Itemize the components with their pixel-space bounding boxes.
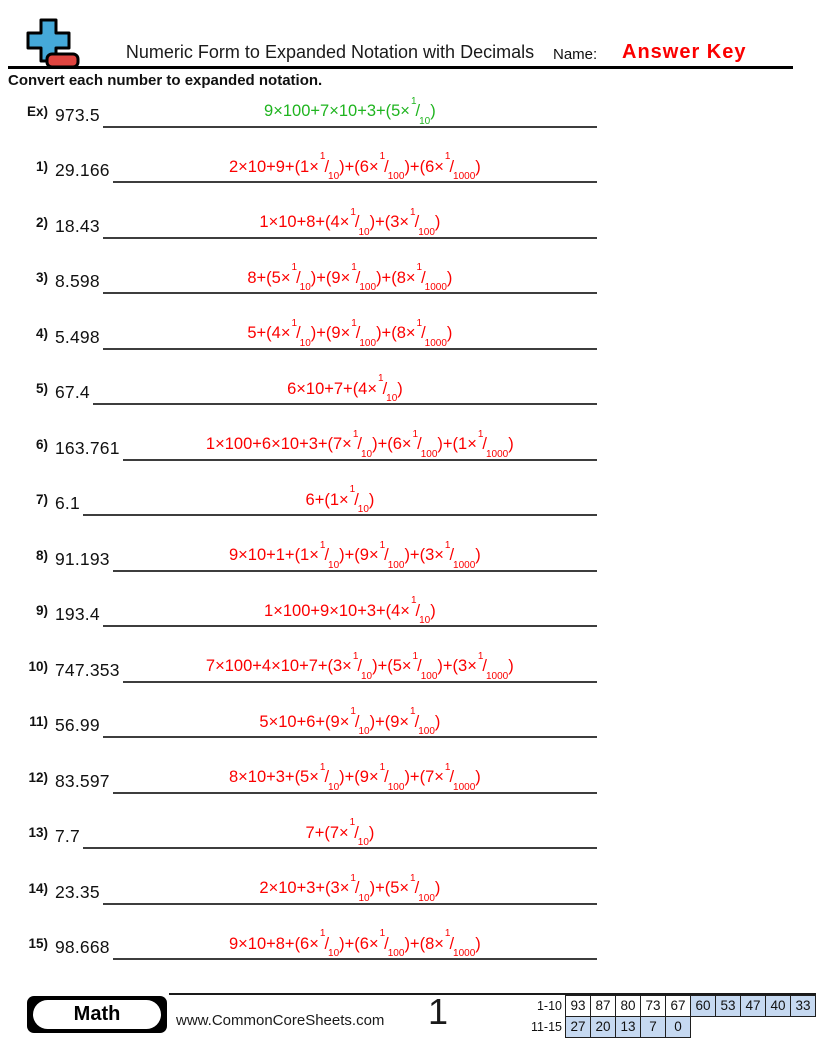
problem-label: 1) bbox=[35, 159, 48, 174]
problem-label: 10) bbox=[28, 658, 48, 674]
website-url: www.CommonCoreSheets.com bbox=[176, 1012, 385, 1029]
problem-answer: $9\times 10+1+(1\times^1/_{10})+(9\times^1/_{100})+(3\times^1/_{1000})$ bbox=[228, 539, 481, 571]
header-divider bbox=[8, 66, 793, 69]
problem-row bbox=[0, 516, 597, 572]
answer-blank bbox=[113, 928, 597, 960]
problem-number: 193.4 bbox=[55, 604, 100, 624]
name-label: Name: bbox=[553, 46, 598, 63]
answer-blank bbox=[83, 817, 597, 849]
problem-number: 56.99 bbox=[55, 715, 100, 735]
problem-answer: $9\times 10+8+(6\times^1/_{10})+(6\times^1/_{100})+(8\times^1/_{1000})$ bbox=[228, 928, 481, 959]
problem-row bbox=[0, 683, 597, 739]
problem-row bbox=[0, 294, 597, 350]
problem-label: 13) bbox=[28, 825, 48, 840]
problem-answer: $7\times 100+4\times 10+7+(3\times^1/_{10})+(5\times^1/_{100})+(3\times^1/_{1000})$ bbox=[205, 650, 514, 682]
problem-number: 5.498 bbox=[55, 326, 100, 347]
score-cell: 87 bbox=[590, 995, 616, 1017]
problem-label: 14) bbox=[28, 880, 48, 896]
score-grid-row-1-cells bbox=[566, 995, 816, 1017]
answer-blank bbox=[93, 373, 597, 405]
score-cell: 27 bbox=[565, 1016, 591, 1038]
score-cell: 7 bbox=[640, 1016, 666, 1038]
answer-blank bbox=[103, 595, 597, 627]
answer-blank bbox=[103, 206, 597, 239]
problem-answer: $1\times 100+6\times 10+3+(7\times^1/_{10})+(6\times^1/_{100})+(1\times^1/_{1000})$ bbox=[205, 428, 514, 460]
score-cell: 40 bbox=[765, 995, 791, 1017]
problem-number: 91.193 bbox=[55, 548, 110, 569]
problem-label: 5) bbox=[35, 381, 48, 396]
problem-label: 7) bbox=[35, 492, 48, 507]
problem-row bbox=[0, 794, 597, 850]
score-cell: 20 bbox=[590, 1016, 616, 1038]
problem-row bbox=[0, 350, 597, 406]
problem-answer: $1\times 10+8+(4\times^1/_{10})+(3\times^1/_{100})$ bbox=[259, 206, 441, 238]
problem-answer: $7+(7\times^1/_{10})$ bbox=[305, 817, 375, 848]
problem-row bbox=[0, 849, 597, 905]
problem-answer: $1\times 100+9\times 10+3+(4\times^1/_{10})$ bbox=[264, 595, 436, 626]
answer-blank bbox=[113, 539, 597, 572]
problem-label: 15) bbox=[28, 936, 48, 951]
answer-blank bbox=[113, 761, 597, 794]
score-grid-row-1-label: 1-10 bbox=[536, 999, 562, 1013]
score-grid bbox=[524, 995, 816, 1038]
problem-number: 6.1 bbox=[55, 493, 80, 513]
answer-blank bbox=[103, 872, 597, 905]
score-cell: 47 bbox=[740, 995, 766, 1017]
problem-answer: $8+(5\times^1/_{10})+(9\times^1/_{100})+(8\times^1/_{1000})$ bbox=[247, 262, 453, 293]
problem-label: Ex) bbox=[26, 103, 48, 119]
answer-blank bbox=[103, 262, 597, 294]
score-cell: 60 bbox=[690, 995, 716, 1017]
problem-number: 29.166 bbox=[55, 160, 110, 180]
score-grid-row-2-label: 11-15 bbox=[530, 1020, 562, 1034]
problem-row bbox=[0, 405, 597, 461]
problem-number: 83.597 bbox=[55, 770, 110, 791]
answer-blank bbox=[103, 317, 597, 350]
problem-row bbox=[0, 905, 597, 961]
problem-row bbox=[0, 738, 597, 794]
score-cell: 80 bbox=[615, 995, 641, 1017]
problem-number: 8.598 bbox=[55, 271, 100, 291]
problem-answer: $6\times 10+7+(4\times^1/_{10})$ bbox=[287, 373, 403, 404]
problem-number: 747.353 bbox=[55, 659, 120, 680]
subject-badge-label: Math bbox=[33, 1000, 161, 1029]
plus-minus-icon bbox=[26, 18, 82, 70]
problem-number: 98.668 bbox=[55, 937, 110, 957]
score-cell: 13 bbox=[615, 1016, 641, 1038]
problem-number: 23.35 bbox=[55, 881, 100, 902]
problem-answer: $5\times 10+6+(9\times^1/_{10})+(9\times^1/_{100})$ bbox=[259, 706, 441, 737]
problem-row bbox=[0, 461, 597, 517]
score-cell: 53 bbox=[715, 995, 741, 1017]
instruction-text: Convert each number to expanded notation. bbox=[8, 72, 323, 89]
answer-blank bbox=[113, 151, 597, 183]
problem-number: 67.4 bbox=[55, 382, 90, 402]
score-grid-row-1 bbox=[524, 995, 816, 1017]
problem-row bbox=[0, 183, 597, 239]
answer-blank bbox=[123, 428, 597, 461]
score-grid-row-2-cells bbox=[566, 1016, 691, 1038]
problem-row bbox=[0, 72, 597, 128]
problem-answer: $6+(1\times^1/_{10})$ bbox=[305, 484, 375, 515]
problem-row bbox=[0, 239, 597, 295]
problem-answer: $9\times 100+7\times 10+3+(5\times^1/_{10})$ bbox=[264, 95, 436, 127]
problem-label: 3) bbox=[35, 270, 48, 285]
problem-row bbox=[0, 128, 597, 184]
score-cell: 0 bbox=[665, 1016, 691, 1038]
score-cell: 73 bbox=[640, 995, 666, 1017]
problem-label: 2) bbox=[35, 214, 48, 230]
problem-answer: $5+(4\times^1/_{10})+(9\times^1/_{100})+(8\times^1/_{1000})$ bbox=[247, 317, 453, 349]
problem-row bbox=[0, 627, 597, 683]
problem-number: 7.7 bbox=[55, 826, 80, 846]
problem-label: 4) bbox=[35, 325, 48, 341]
problem-answer: $2\times 10+3+(3\times^1/_{10})+(5\times^1/_{100})$ bbox=[259, 872, 441, 904]
problem-answer: $8\times 10+3+(5\times^1/_{10})+(9\times^1/_{100})+(7\times^1/_{1000})$ bbox=[228, 761, 481, 793]
answer-blank bbox=[103, 95, 597, 128]
score-cell: 33 bbox=[790, 995, 816, 1017]
problem-number: 973.5 bbox=[55, 104, 100, 125]
score-cell: 93 bbox=[565, 995, 591, 1017]
problem-row bbox=[0, 572, 597, 628]
problem-number: 163.761 bbox=[55, 437, 120, 458]
problem-number: 18.43 bbox=[55, 215, 100, 236]
answer-key-text: Answer Key bbox=[622, 41, 747, 63]
problem-label: 6) bbox=[35, 436, 48, 452]
score-grid-row-2 bbox=[524, 1016, 816, 1038]
page-number: 1 bbox=[427, 991, 449, 1032]
answer-blank bbox=[83, 484, 597, 516]
answer-blank bbox=[103, 706, 597, 738]
problem-answer: $2\times 10+9+(1\times^1/_{10})+(6\times^1/_{100})+(6\times^1/_{1000})$ bbox=[228, 151, 481, 182]
problem-label: 9) bbox=[35, 603, 48, 618]
problems-list bbox=[0, 72, 597, 960]
problem-label: 8) bbox=[35, 547, 48, 563]
answer-blank bbox=[123, 650, 597, 683]
problem-label: 11) bbox=[29, 714, 48, 729]
page-title: Numeric Form to Expanded Notation with Decimals bbox=[125, 42, 535, 62]
problem-label: 12) bbox=[28, 769, 48, 785]
subject-badge bbox=[27, 996, 167, 1033]
score-cell: 67 bbox=[665, 995, 691, 1017]
